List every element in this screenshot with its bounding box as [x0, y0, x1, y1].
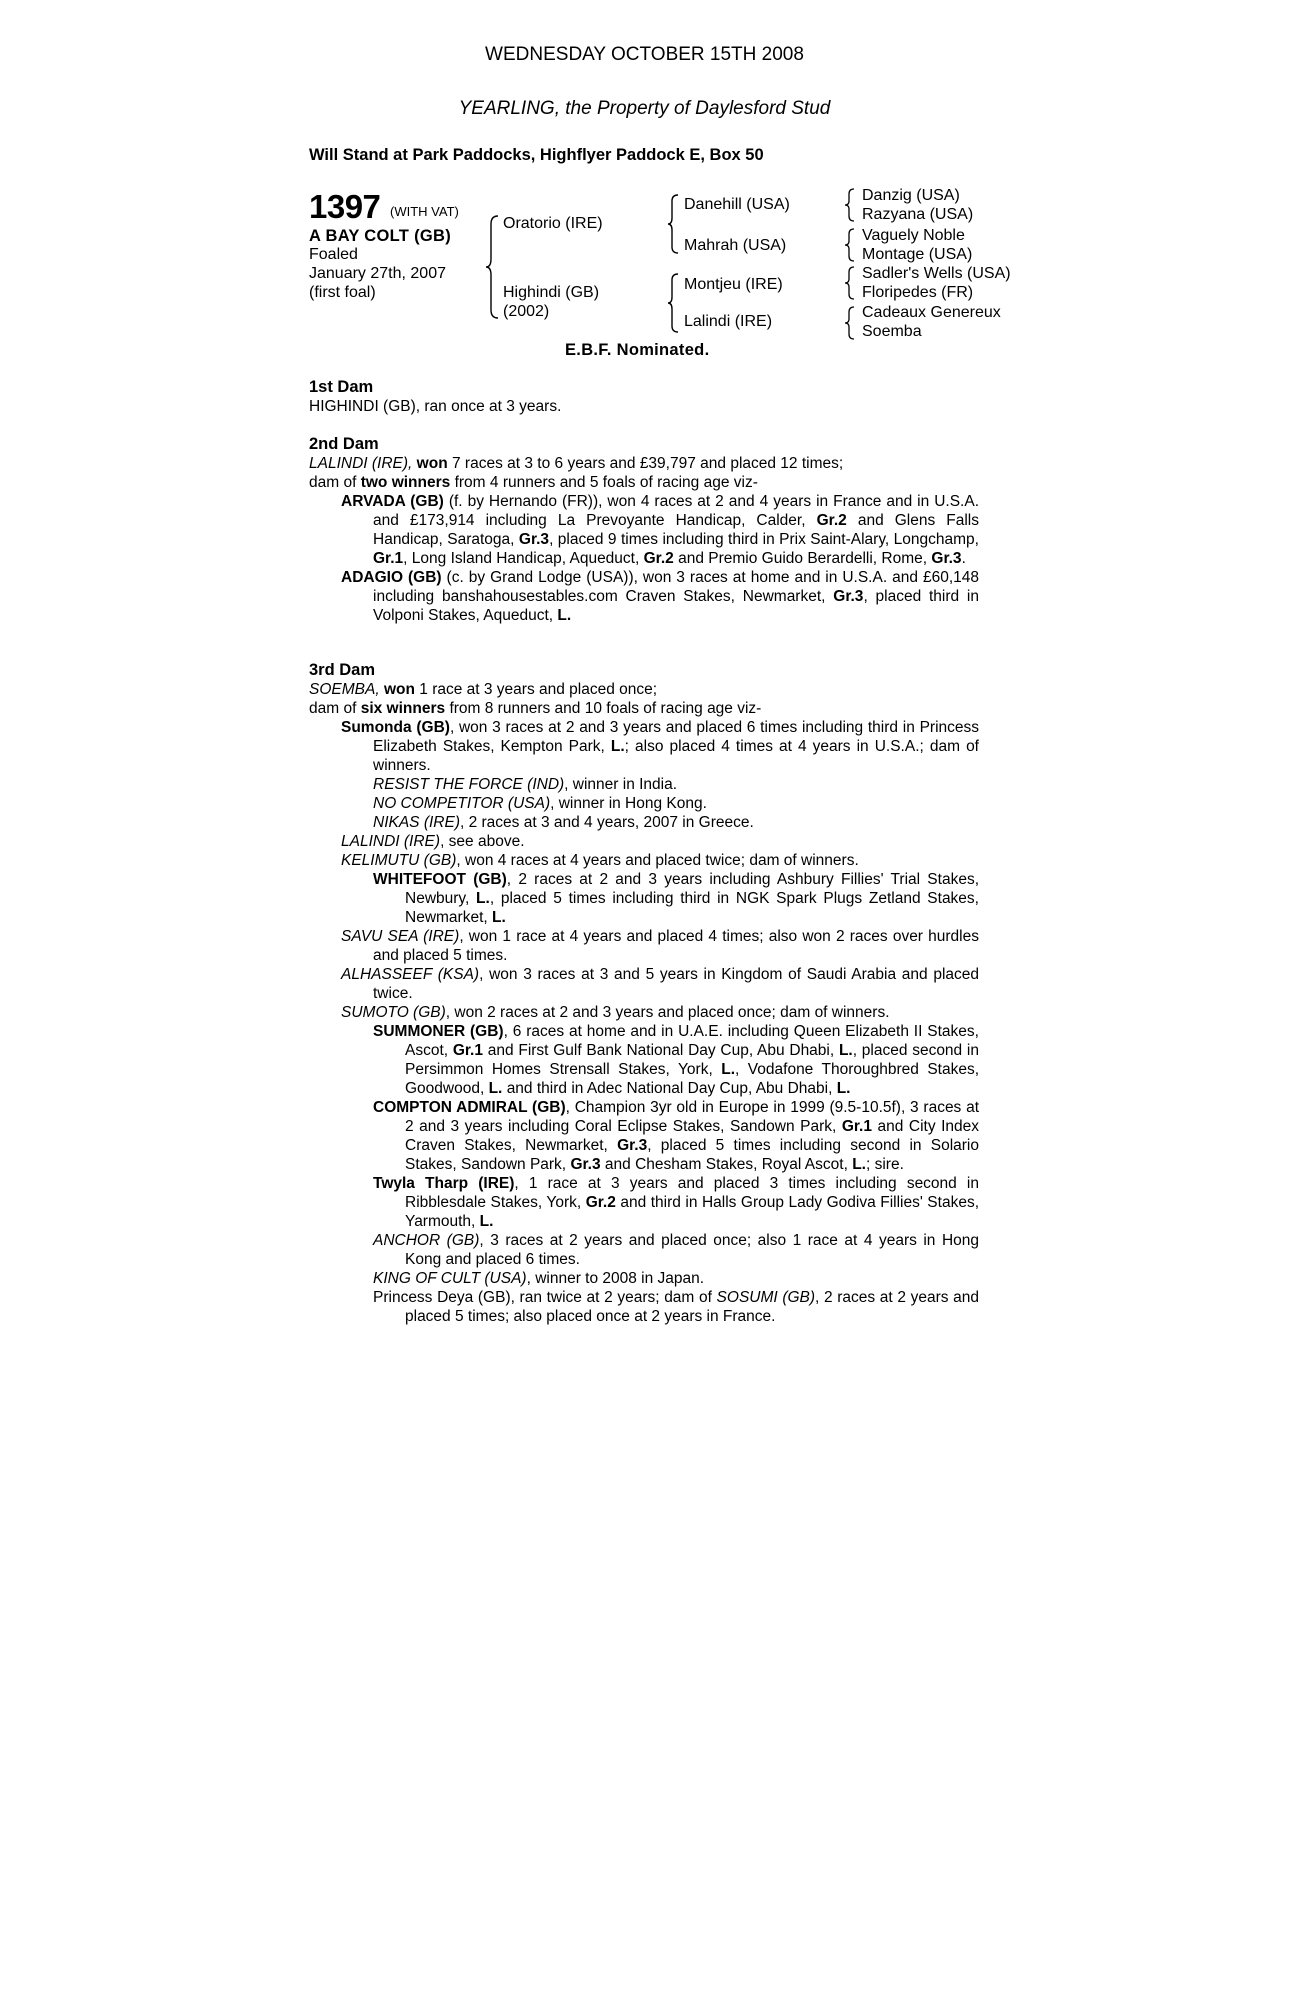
dam-record: 7 races at 3 to 6 years and £39,797 and placed 12 times; — [451, 455, 844, 472]
pedigree-brace-sire — [668, 193, 680, 255]
second-dam-section — [309, 435, 979, 625]
produce-princess-deya — [309, 1288, 979, 1326]
third-dam-line1 — [309, 680, 979, 699]
produce-anchor — [309, 1231, 979, 1269]
foaled-label: Foaled — [309, 246, 358, 263]
text: , Long Island Handicap, Aqueduct, — [403, 550, 640, 567]
horse-name: SOSUMI (GB) — [716, 1289, 816, 1306]
text: , placed second in Persimmon Homes Strensall Stakes, York, — [405, 1042, 979, 1078]
grade: L. — [838, 1042, 853, 1059]
text: , 2 races at 2 years and placed 5 times; also placed once at 2 years in France. — [405, 1289, 979, 1325]
produce-no-competitor — [309, 794, 979, 813]
produce-arvada — [309, 492, 979, 568]
text: , winner to 2008 in Japan. — [526, 1270, 705, 1287]
text: dam of — [309, 474, 357, 491]
grade: Gr.3 — [518, 531, 550, 548]
grade: L. — [492, 909, 506, 926]
text: (f. by Hernando (FR)), won 4 races at 2 and 4 years in France and in U.S.A. and £173,914 including La Prevoyante Handicap, Calder, — [373, 493, 979, 529]
pedigree-brace-dam — [668, 272, 680, 334]
page-date: WEDNESDAY OCTOBER 15TH 2008 — [485, 44, 804, 65]
grade: Gr.1 — [373, 550, 404, 567]
text: , Champion 3yr old in Europe in 1999 (9.5-10.5f), 3 races at 2 and 3 years including Coral Eclipse Stakes, Sandown Park, — [405, 1099, 979, 1135]
winners-count: two winners — [360, 474, 451, 491]
pedigree-brace-main — [486, 214, 500, 320]
pedigree-dam-sire: Montjeu (IRE) — [684, 276, 783, 293]
text: , placed 5 times including second in Solario Stakes, Sandown Park, — [405, 1137, 979, 1173]
horse-name: WHITEFOOT (GB) — [373, 871, 507, 888]
pedigree-brace-g3-3 — [845, 265, 855, 301]
text: ; also placed 4 times at 4 years in U.S.A.; dam of winners. — [373, 738, 979, 774]
pedigree-brace-g3-1 — [845, 187, 855, 223]
text: , won 3 races at 2 and 3 years and placed 6 times including third in Princess Elizabeth Stakes, Kempton Park, — [373, 719, 979, 755]
text: , won 4 races at 4 years and placed twice; dam of winners. — [456, 852, 859, 869]
text: , 6 races at home and in U.A.E. including Queen Elizabeth II Stakes, Ascot, — [405, 1023, 979, 1059]
lot-description: A BAY COLT (GB) — [309, 227, 452, 245]
grade: Gr.2 — [585, 1194, 616, 1211]
grade: L. — [610, 738, 625, 755]
text: , placed 5 times including third in NGK Spark Plugs Zetland Stakes, Newmarket, — [405, 890, 979, 926]
produce-savu-sea — [309, 927, 979, 965]
text: , placed third in Volponi Stakes, Aqueduct, — [373, 588, 979, 624]
vat-note: (WITH VAT) — [390, 204, 459, 219]
produce-summoner — [309, 1022, 979, 1098]
third-dam-line2 — [309, 699, 979, 718]
winners-count: six winners — [360, 700, 446, 717]
text: , 2 races at 3 and 4 years, 2007 in Greece. — [459, 814, 754, 831]
pedigree-g3-7: Cadeaux Genereux — [862, 304, 1001, 321]
grade: L. — [721, 1061, 736, 1078]
horse-name: Sumonda (GB) — [341, 719, 450, 736]
pedigree-dam-year: (2002) — [503, 303, 550, 320]
pedigree-brace-g3-2 — [845, 227, 855, 263]
pedigree-g3-2: Razyana (USA) — [862, 206, 974, 223]
produce-resist-the-force — [309, 775, 979, 794]
pedigree-g3-8: Soemba — [862, 323, 922, 340]
horse-name: NO COMPETITOR (USA) — [373, 795, 551, 812]
horse-name: ARVADA (GB) — [341, 493, 444, 510]
text: and City Index Craven Stakes, Newmarket, — [405, 1118, 979, 1154]
text: Princess Deya (GB), ran twice at 2 years; dam of — [373, 1289, 712, 1306]
grade: L. — [852, 1156, 866, 1173]
horse-name: SAVU SEA (IRE) — [341, 928, 460, 945]
won-word: won — [383, 681, 415, 698]
text: (c. by Grand Lodge (USA)), won 3 races at home and in U.S.A. and £60,148 including banshahousestables.com Craven Stakes, Newmarket, — [373, 569, 979, 605]
stand-location: Will Stand at Park Paddocks, Highflyer Paddock E, Box 50 — [309, 146, 764, 164]
text: from 8 runners and 10 foals of racing age viz- — [449, 700, 762, 717]
text: dam of — [309, 700, 357, 717]
text: . — [961, 550, 966, 567]
pedigree-dam: Highindi (GB) — [503, 284, 600, 301]
horse-name: LALINDI (IRE) — [341, 833, 441, 850]
produce-whitefoot — [309, 870, 979, 927]
produce-kelimutu — [309, 851, 979, 870]
text: , won 1 race at 4 years and placed 4 times; also won 2 races over hurdles and placed 5 times. — [373, 928, 979, 964]
grade: Gr.1 — [452, 1042, 483, 1059]
horse-name: COMPTON ADMIRAL (GB) — [373, 1099, 566, 1116]
first-dam-text: HIGHINDI (GB), ran once at 3 years. — [309, 398, 562, 415]
pedigree-sire: Oratorio (IRE) — [503, 215, 603, 232]
horse-name: KELIMUTU (GB) — [341, 852, 457, 869]
second-dam-line2 — [309, 473, 979, 492]
text: , placed 9 times including third in Prix Saint-Alary, Longchamp, — [549, 531, 979, 548]
pedigree-g3-1: Danzig (USA) — [862, 187, 960, 204]
text: , 1 race at 3 years and placed 3 times including second in Ribblesdale Stakes, York, — [405, 1175, 979, 1211]
horse-name: SUMOTO (GB) — [341, 1004, 446, 1021]
grade: Gr.1 — [841, 1118, 872, 1135]
grade: L. — [836, 1080, 851, 1097]
third-dam-section — [309, 661, 979, 1326]
text: , see above. — [440, 833, 525, 850]
second-dam-heading: 2nd Dam — [309, 435, 379, 453]
horse-name: ANCHOR (GB) — [373, 1232, 480, 1249]
pedigree-sire-sire: Danehill (USA) — [684, 196, 790, 213]
foaled-date: January 27th, 2007 — [309, 265, 446, 282]
pedigree-g3-6: Floripedes (FR) — [862, 284, 974, 301]
grade: L. — [557, 607, 572, 624]
horse-name: Twyla Tharp (IRE) — [373, 1175, 515, 1192]
pedigree-dam-dam: Lalindi (IRE) — [684, 313, 773, 330]
horse-name: ALHASSEEF (KSA) — [341, 966, 480, 983]
text: and third in Halls Group Lady Godiva Fillies' Stakes, Yarmouth, — [405, 1194, 980, 1230]
text: , Vodafone Thoroughbred Stakes, Goodwood, — [405, 1061, 980, 1097]
grade: Gr.3 — [617, 1137, 648, 1154]
horse-name: KING OF CULT (USA) — [373, 1270, 527, 1287]
third-dam-heading: 3rd Dam — [309, 661, 376, 679]
produce-king-of-cult — [309, 1269, 979, 1288]
text: , won 3 races at 3 and 5 years in Kingdom of Saudi Arabia and placed twice. — [373, 966, 979, 1002]
pedigree-brace-g3-4 — [845, 305, 855, 341]
produce-alhasseef — [309, 965, 979, 1003]
produce-sumonda — [309, 718, 979, 775]
pedigree-sire-dam: Mahrah (USA) — [684, 237, 787, 254]
text: and Chesham Stakes, Royal Ascot, — [604, 1156, 848, 1173]
produce-adagio — [309, 568, 979, 625]
text: 1 race at 3 years and placed once; — [419, 681, 658, 698]
grade: L. — [488, 1080, 503, 1097]
text: and First Gulf Bank National Day Cup, Abu Dhabi, — [487, 1042, 835, 1059]
text: and Glens Falls Handicap, Saratoga, — [373, 512, 979, 548]
grade: L. — [476, 890, 490, 907]
horse-name: ADAGIO (GB) — [341, 569, 442, 586]
text: from 4 runners and 5 foals of racing age viz- — [454, 474, 758, 491]
produce-compton-admiral — [309, 1098, 979, 1174]
lot-number: 1397 — [309, 188, 381, 225]
second-dam-line1 — [309, 454, 979, 473]
produce-sumoto — [309, 1003, 979, 1022]
pedigree-g3-5: Sadler's Wells (USA) — [862, 265, 1011, 282]
grade: Gr.3 — [833, 588, 864, 605]
text: and third in Adec National Day Cup, Abu Dhabi, — [506, 1080, 833, 1097]
horse-name: SUMMONER (GB) — [373, 1023, 504, 1040]
pedigree-g3-4: Montage (USA) — [862, 246, 973, 263]
foal-note: (first foal) — [309, 284, 376, 301]
text: , won 2 races at 2 and 3 years and placed once; dam of winners. — [445, 1004, 890, 1021]
produce-nikas — [309, 813, 979, 832]
pedigree-g3-3: Vaguely Noble — [862, 227, 965, 244]
grade: L. — [479, 1213, 494, 1230]
grade: Gr.3 — [931, 550, 962, 567]
produce-lalindi — [309, 832, 979, 851]
dam-name: LALINDI (IRE), — [309, 455, 413, 472]
lot-subtitle: YEARLING, the Property of Daylesford Stud — [458, 98, 831, 119]
ebf-nominated: E.B.F. Nominated. — [565, 341, 710, 359]
first-dam-section — [309, 378, 979, 416]
grade: Gr.2 — [816, 512, 847, 529]
first-dam-heading: 1st Dam — [309, 378, 374, 396]
dam-name: SOEMBA, — [309, 681, 380, 698]
text: ; sire. — [865, 1156, 904, 1173]
won-word: won — [416, 455, 448, 472]
grade: Gr.2 — [643, 550, 674, 567]
horse-name: RESIST THE FORCE (IND) — [373, 776, 565, 793]
text: , winner in India. — [564, 776, 678, 793]
text: , 2 races at 2 and 3 years including Ashbury Fillies' Trial Stakes, Newbury, — [405, 871, 980, 907]
text: , winner in Hong Kong. — [550, 795, 707, 812]
text: and Premio Guido Berardelli, Rome, — [678, 550, 928, 567]
text: , 3 races at 2 years and placed once; also 1 race at 4 years in Hong Kong and placed 6 times. — [405, 1232, 979, 1268]
produce-twyla-tharp — [309, 1174, 979, 1231]
grade: Gr.3 — [570, 1156, 601, 1173]
horse-name: NIKAS (IRE) — [373, 814, 460, 831]
